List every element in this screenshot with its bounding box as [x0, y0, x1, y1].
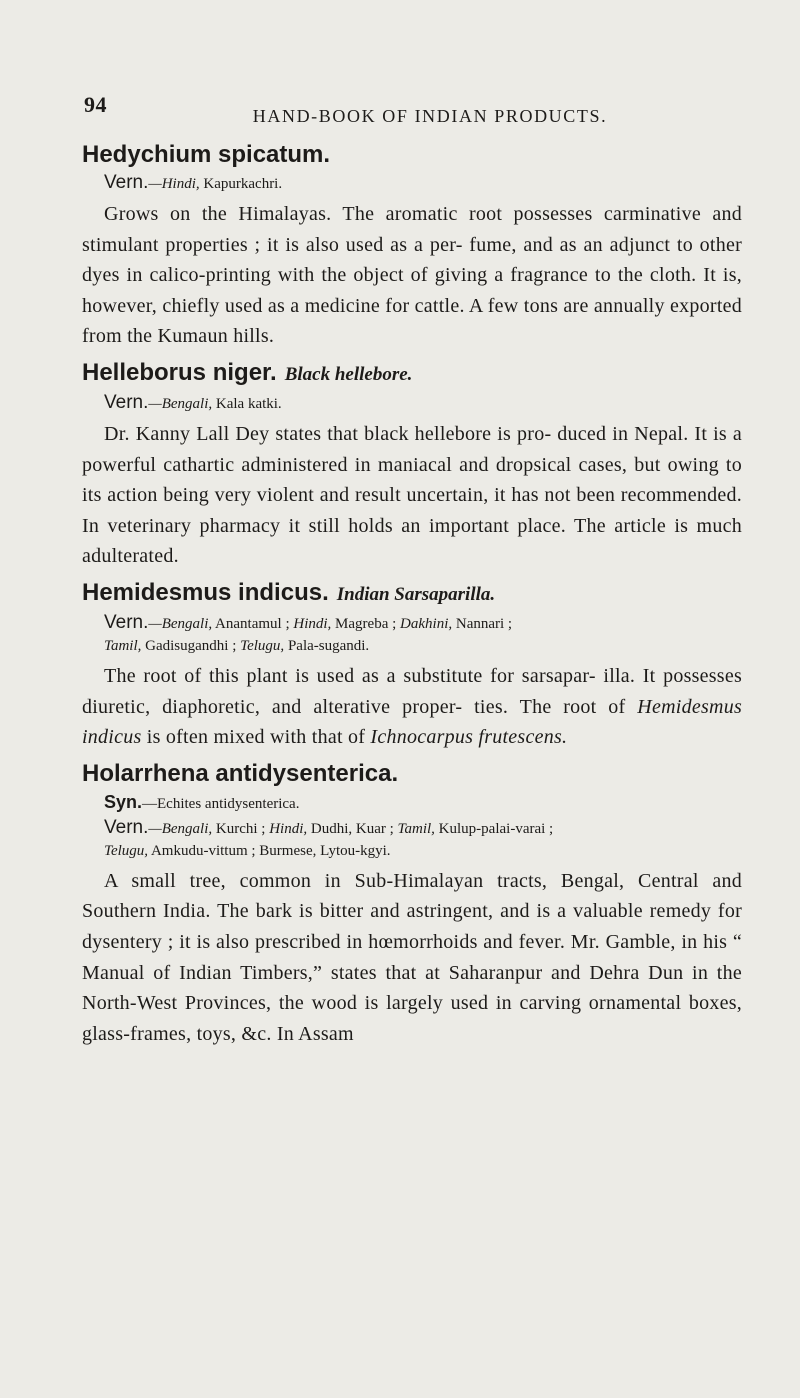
species-name: Ichnocarpus frutescens.: [370, 726, 568, 749]
vern-text: Kapurkachri.: [199, 176, 283, 192]
vern-lang: Hindi,: [269, 820, 308, 837]
vern-text: Anantamul ;: [212, 615, 294, 632]
vern-lang: Tamil,: [397, 820, 435, 837]
vern-text: Gadisugandhi ;: [141, 637, 241, 654]
page-content: [82, 140, 742, 1051]
entry-heading: [82, 140, 742, 170]
vern-lang: Dakhini,: [400, 615, 453, 632]
vern-lang: Tamil,: [104, 637, 142, 654]
vern-continuation: [104, 635, 742, 657]
entry-name: Hedychium spicatum.: [82, 141, 331, 168]
syn-text: —Echites antidysenterica.: [142, 795, 300, 812]
vernacular-names: [104, 612, 742, 657]
vern-lang: Telugu,: [240, 637, 285, 654]
entry-heading: [82, 358, 742, 390]
vern-continuation: [104, 840, 742, 862]
vern-text: Magreba ;: [331, 615, 401, 632]
entry-paragraph: Grows on the Himalayas. The aromatic root possesses carminative and stimulant properties ; it is also used as a per- fume, and as an adjunct to other dyes in calico-printing with the object of giving a fragrance to the cloth. It is, however, chiefly used as a medicine for cattle. A few tons are annually exported from the Kumaun hills.: [82, 203, 742, 348]
synonym: [104, 791, 742, 815]
entry-hedychium: [82, 140, 742, 352]
vern-lang: —Hindi,: [148, 176, 200, 192]
vern-text: Amkudu-vittum ; Burmese, Lytou-kgyi.: [148, 842, 391, 859]
entry-hemidesmus: [82, 578, 742, 753]
entry-holarrhena: [82, 759, 742, 1050]
vern-lang: Hindi,: [293, 615, 332, 632]
common-name: Indian Sarsaparilla.: [336, 583, 496, 605]
entry-name: Helleborus niger.: [82, 358, 277, 386]
running-head: HAND-BOOK OF INDIAN PRODUCTS.: [252, 106, 608, 126]
vern-label: Vern.: [104, 391, 149, 413]
species-name: Hemidesmus indicus: [82, 695, 742, 749]
vern-label: Vern.: [104, 172, 149, 193]
vern-text: Kala katki.: [212, 395, 282, 412]
vern-lang: —Bengali,: [148, 615, 213, 632]
entry-heading: [82, 759, 742, 789]
vern-lang: Telugu,: [104, 842, 149, 859]
vern-label: Vern.: [104, 611, 149, 633]
paragraph-text: is often mixed with that of: [141, 726, 371, 749]
syn-label: Syn.: [104, 791, 143, 812]
paragraph-text: The root of this plant is used as a substitute for sarsapar- illa. It possesses diuretic, diaphoretic, and alterative proper- ties. The root of: [82, 664, 742, 718]
vernacular-names: [104, 817, 742, 862]
entry-name: Hemidesmus indicus.: [82, 578, 329, 606]
page-number: 94: [84, 92, 107, 117]
vern-lang: —Bengali,: [148, 395, 213, 412]
entry-helleborus: [82, 358, 742, 572]
vern-text: Pala-sugandi.: [284, 637, 370, 654]
vern-text: Dudhi, Kuar ;: [307, 820, 398, 837]
entry-name: Holarrhena antidysenterica.: [82, 759, 399, 787]
vern-label: Vern.: [104, 816, 149, 838]
vern-lang: —Bengali,: [148, 820, 213, 837]
vernacular-names: [104, 392, 742, 415]
entry-paragraph: A small tree, common in Sub-Himalayan tracts, Bengal, Central and Southern India. The bark is bitter and astringent, and is a valuable remedy for dysentery ; it is also prescribed in hœmorrhoids and fever. Mr. Gamble, in his “ Manual of Indian Timbers,” states that at Saharanpur and Dehra Dun in the North-West Provinces, the wood is largely used in carving ornamental boxes, glass-frames, toys, &c. In Assam: [82, 869, 742, 1045]
common-name: Black hellebore.: [284, 363, 413, 385]
vern-text: Nannari ;: [452, 615, 513, 632]
vern-text: Kurchi ;: [212, 820, 270, 837]
entry-heading: [82, 578, 742, 610]
entry-paragraph: Dr. Kanny Lall Dey states that black hellebore is pro- duced in Nepal. It is a powerful cathartic administered in maniacal and dropsical cases, but owing to its action being very violent and result uncertain, it has not been recommended. In veterinary pharmacy it still holds an important place. The article is much adulterated.: [82, 422, 742, 568]
vern-text: Kulup-palai-varai ;: [434, 820, 554, 837]
vernacular-names: [104, 172, 742, 195]
entry-paragraph: [82, 661, 742, 753]
